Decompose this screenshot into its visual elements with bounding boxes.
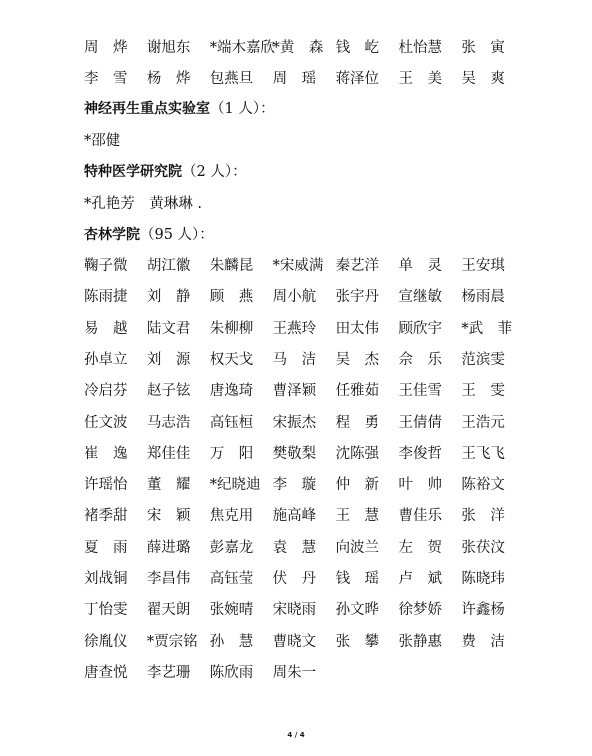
person-name: *黄 森 xyxy=(272,40,324,56)
section-heading xyxy=(84,225,214,245)
name-row xyxy=(84,69,524,89)
person-name: 李艺珊 xyxy=(146,664,191,681)
person-name: 顾欣宇 xyxy=(398,320,442,337)
person-name: 吴 爽 xyxy=(461,71,505,87)
person-name: 高钰桓 xyxy=(209,414,254,431)
name-row xyxy=(84,350,524,370)
person-name: 曹泽颖 xyxy=(272,383,317,400)
section-count: （1 人）： xyxy=(210,101,275,117)
section-title: 杏林学院 xyxy=(84,227,140,243)
person-name: 王 慧 xyxy=(335,508,380,525)
person-name: 顾 燕 xyxy=(209,289,254,306)
person-name: 任雅茹 xyxy=(335,383,380,400)
person-name: 王倩倩 xyxy=(398,414,442,431)
person-name: 钱 瑶 xyxy=(335,571,380,587)
person-name: 左 贺 xyxy=(398,539,442,556)
name-row xyxy=(84,632,524,652)
person-name: 朱麟昆 xyxy=(209,258,254,274)
person-name: 李 雪 xyxy=(84,71,128,87)
person-name: 谢旭东 xyxy=(146,40,191,56)
section-heading xyxy=(84,99,275,119)
person-name: 夏 雨 xyxy=(84,539,128,556)
person-name: 李 璇 xyxy=(272,477,317,494)
person-name: 王 雯 xyxy=(461,383,505,400)
person-name: 刘 源 xyxy=(146,351,191,368)
section-title: 特种医学研究院 xyxy=(84,164,182,180)
person-name: 张静惠 xyxy=(398,633,442,650)
person-name: 施高峰 xyxy=(272,508,317,525)
name-row xyxy=(84,538,524,558)
person-name: 王飞飞 xyxy=(461,445,505,462)
person-name: 张 寅 xyxy=(461,40,505,56)
name-row xyxy=(84,287,524,307)
person-name: 丁怡雯 xyxy=(84,602,128,619)
person-name: 包燕旦 xyxy=(209,71,254,87)
person-name: 张 洋 xyxy=(461,508,505,525)
name-row xyxy=(84,319,524,339)
person-name: 杨雨晨 xyxy=(461,289,505,306)
person-name: 马 洁 xyxy=(272,351,317,368)
person-name: 陆文君 xyxy=(146,320,191,337)
page-number: 4 / 4 xyxy=(287,731,305,739)
person-name: 张茯汶 xyxy=(461,539,505,556)
person-name: *武 菲 xyxy=(461,320,513,337)
name-row xyxy=(84,444,524,464)
person-name: 蒋泽位 xyxy=(335,71,380,87)
name-row xyxy=(84,413,524,433)
person-name: 许瑶怡 xyxy=(84,477,128,494)
person-name: 叶 帅 xyxy=(398,477,442,494)
person-name: 程 勇 xyxy=(335,414,380,431)
person-name: 张婉晴 xyxy=(209,602,254,619)
person-name: 鞠子微 xyxy=(84,258,128,274)
name-row xyxy=(84,663,524,683)
person-name: 王佳雪 xyxy=(398,383,442,400)
name-line: *孔艳芳 黄琳琳 . xyxy=(84,196,202,212)
person-name: 宋晓雨 xyxy=(272,602,317,619)
person-name: 褚季甜 xyxy=(84,508,128,525)
person-name: 樊敬梨 xyxy=(272,445,317,462)
person-name: 薛进璐 xyxy=(146,539,191,556)
person-name: 焦克用 xyxy=(209,508,254,525)
person-name: 赵子铉 xyxy=(146,383,191,400)
person-name: 易 越 xyxy=(84,320,128,337)
person-name: *贾宗铭 xyxy=(146,633,198,650)
person-name: 孙卓立 xyxy=(84,351,128,368)
person-name: 朱柳柳 xyxy=(209,320,254,337)
person-name: 李昌伟 xyxy=(146,571,191,587)
person-name: 陈欣雨 xyxy=(209,664,254,681)
person-name: 吴 杰 xyxy=(335,351,380,368)
person-name: 周 瑶 xyxy=(272,71,317,87)
person-name: 翟天朗 xyxy=(146,602,191,619)
section-count: （2 人）： xyxy=(182,164,247,180)
name-row xyxy=(84,600,524,620)
person-name: 单 灵 xyxy=(398,258,442,274)
person-name: 孙 慧 xyxy=(209,633,254,650)
person-name: 徐胤仪 xyxy=(84,633,128,650)
person-name: 袁 慧 xyxy=(272,539,317,556)
person-name: 周小航 xyxy=(272,289,317,306)
person-name: 王燕玲 xyxy=(272,320,317,337)
person-name: 卢 斌 xyxy=(398,571,442,587)
person-name: 万 阳 xyxy=(209,445,254,462)
person-name: 宣继敏 xyxy=(398,289,442,306)
person-name: 王安琪 xyxy=(461,258,505,274)
person-name: 徐梦娇 xyxy=(398,602,442,619)
person-name: 曹佳乐 xyxy=(398,508,442,525)
person-name: 王 美 xyxy=(398,71,442,87)
person-name: 周朱一 xyxy=(272,664,317,681)
person-name: 李俊哲 xyxy=(398,445,442,462)
person-name: 沈陈强 xyxy=(335,445,380,462)
person-name: 孙文晔 xyxy=(335,602,380,619)
person-name: 唐查悦 xyxy=(84,664,128,681)
person-name: 马志浩 xyxy=(146,414,191,431)
person-name: 仲 新 xyxy=(335,477,380,494)
person-name: 陈晓玮 xyxy=(461,571,505,587)
name-row xyxy=(84,256,524,276)
name-row xyxy=(84,38,524,58)
person-name: *纪晓迪 xyxy=(209,477,261,494)
person-name: 张 攀 xyxy=(335,633,380,650)
person-name: 冷启芬 xyxy=(84,383,128,400)
name-row xyxy=(84,569,524,589)
person-name: 唐逸琦 xyxy=(209,383,254,400)
person-name: 向波兰 xyxy=(335,539,380,556)
person-name: 伏 丹 xyxy=(272,571,317,587)
person-name: 佘 乐 xyxy=(398,351,442,368)
person-name: 崔 逸 xyxy=(84,445,128,462)
person-name: 费 洁 xyxy=(461,633,505,650)
person-name: 刘战铜 xyxy=(84,571,128,587)
person-name: 杨 烨 xyxy=(146,71,191,87)
person-name: 陈雨捷 xyxy=(84,289,128,306)
name-line: *邵健 xyxy=(84,133,121,149)
name-row xyxy=(84,475,524,495)
person-name: *宋威满 xyxy=(272,258,324,274)
person-name: 周 烨 xyxy=(84,40,128,56)
person-name: 董 耀 xyxy=(146,477,191,494)
person-name: *端木嘉欣 xyxy=(209,40,276,56)
person-name: 郑佳佳 xyxy=(146,445,191,462)
person-name: 刘 静 xyxy=(146,289,191,306)
section-count: （95 人）： xyxy=(140,227,214,243)
section-title: 神经再生重点实验室 xyxy=(84,101,210,117)
person-name: 王浩元 xyxy=(461,414,505,431)
section-heading xyxy=(84,162,247,182)
person-name: 权天戈 xyxy=(209,351,254,368)
person-name: 曹晓文 xyxy=(272,633,317,650)
person-name: 田太伟 xyxy=(335,320,380,337)
person-name: 杜怡慧 xyxy=(398,40,442,56)
person-name: 宋 颖 xyxy=(146,508,191,525)
name-row xyxy=(84,381,524,401)
name-row xyxy=(84,506,524,526)
person-name: 任文波 xyxy=(84,414,128,431)
person-name: 张宇丹 xyxy=(335,289,380,306)
person-name: 秦艺洋 xyxy=(335,258,380,274)
person-name: 宋振杰 xyxy=(272,414,317,431)
person-name: 范滨雯 xyxy=(461,351,505,368)
person-name: 钱 屹 xyxy=(335,40,380,56)
person-name: 陈裕文 xyxy=(461,477,505,494)
person-name: 高钰莹 xyxy=(209,571,254,587)
person-name: 许鑫杨 xyxy=(461,602,505,619)
person-name: 彭嘉龙 xyxy=(209,539,254,556)
person-name: 胡江徽 xyxy=(146,258,191,274)
